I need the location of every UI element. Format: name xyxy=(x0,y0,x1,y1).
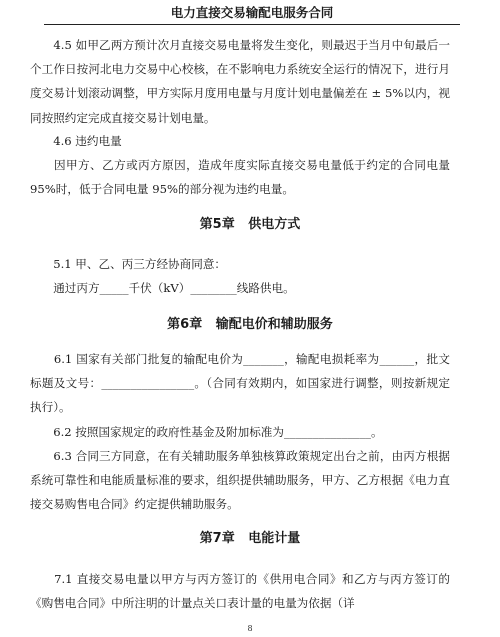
clause-5-1: 5.1 甲、乙、丙三方经协商同意： xyxy=(30,257,227,271)
chapter-5-title: 供电方式 xyxy=(248,217,301,232)
clause-4-6-body: 因甲方、乙方或丙方原因，造成年度实际直接交易电量低于约定的合同电量 95%时，低于合同电量 95%的部分视为违约电量。 xyxy=(30,158,450,197)
document-header xyxy=(44,4,460,25)
chapter-5-heading xyxy=(0,216,500,234)
chapter-7-number: 第7章 xyxy=(199,531,235,546)
clause-6-1: 6.1 国家有关部门批复的输配电价为_______，输配电损耗率为______，批文标题及文号：________________。（合同有效期内，如国家进行调整，则按新规定执行）。 xyxy=(30,352,450,415)
clause-5-1-detail: 通过丙方_____千伏（kV）________线路供电。 xyxy=(30,281,295,295)
chapter-6-title: 输配电价和辅助服务 xyxy=(215,317,333,332)
chapter-6-heading xyxy=(0,316,500,334)
clause-6-2: 6.2 按照国家规定的政府性基金及附加标准为_______________。 xyxy=(30,425,383,439)
clause-4-5: 4.5 如甲乙两方预计次月直接交易电量将发生变化，则最迟于当月中旬最后一个工作日按河北电力交易中心校核，在不影响电力系统安全运行的情况下，进行月度交易计划滚动调整，甲方实际月度用电量与月度计划电量偏差在 ± 5%以内，视同按照约定完成直接交易计划电量。 xyxy=(30,38,450,125)
clause-7-1: 7.1 直接交易电量以甲方与丙方签订的《供用电合同》和乙方与丙方签订的《购售电合同》中所注明的计量点关口表计量的电量为依据（详 xyxy=(30,572,450,611)
chapter-6-number: 第6章 xyxy=(167,317,203,332)
header-title: 电力直接交易输配电服务合同 xyxy=(170,5,334,20)
chapter-5-number: 第5章 xyxy=(199,217,235,232)
page-number: 8 xyxy=(247,624,253,633)
chapter-7-heading xyxy=(0,530,500,548)
clause-6-3: 6.3 合同三方同意，在有关辅助服务单独核算政策规定出台之前，由丙方根据系统可靠性和电能质量标准的要求，组织提供辅助服务，甲方、乙方根据《电力直接交易购售电合同》约定提供辅助服务。 xyxy=(30,449,450,512)
clause-4-6-title: 4.6 违约电量 xyxy=(30,134,122,148)
chapter-7-title: 电能计量 xyxy=(248,531,301,546)
